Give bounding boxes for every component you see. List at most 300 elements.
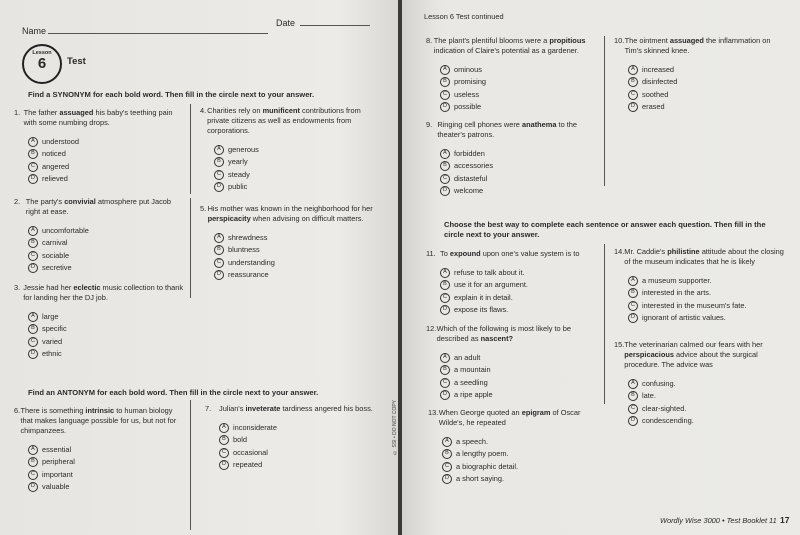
question-14 bbox=[614, 247, 790, 323]
vocabulary-word: assuaged bbox=[669, 36, 704, 45]
answer-option[interactable] bbox=[426, 149, 598, 159]
answer-option[interactable] bbox=[14, 457, 186, 467]
question-12 bbox=[426, 324, 598, 400]
question-text bbox=[625, 36, 786, 56]
answer-option-label: secretive bbox=[42, 263, 72, 272]
question-text-post: advice about the surgical procedure. The advice was bbox=[624, 350, 758, 369]
answer-bubble[interactable]: D bbox=[28, 174, 38, 184]
answer-option-label: yearly bbox=[228, 157, 248, 166]
answer-option-label: a speech. bbox=[456, 436, 489, 446]
question-number: 12. bbox=[426, 324, 437, 333]
answer-bubble[interactable]: D bbox=[28, 349, 38, 359]
answer-option[interactable] bbox=[14, 445, 186, 455]
answer-option-label: bold bbox=[233, 435, 247, 444]
answer-option-label: public bbox=[228, 182, 248, 191]
answer-option-label: varied bbox=[42, 336, 63, 346]
answer-option[interactable] bbox=[14, 324, 186, 334]
answer-option-label: generous bbox=[228, 144, 259, 154]
question-text-pre: The ointment bbox=[624, 36, 670, 45]
answer-bubble[interactable]: A bbox=[28, 137, 38, 147]
answer-option[interactable] bbox=[14, 263, 186, 273]
answer-option[interactable] bbox=[614, 379, 790, 389]
question-number: 6. bbox=[14, 406, 21, 415]
name-label: Name bbox=[22, 26, 47, 36]
answer-bubble[interactable]: A bbox=[440, 353, 450, 363]
lesson-label: Lesson bbox=[32, 50, 52, 56]
answer-option-label: uncomfortable bbox=[42, 225, 89, 235]
question-2 bbox=[14, 197, 186, 273]
answer-option-label: accessories bbox=[454, 161, 494, 170]
question-text bbox=[439, 408, 600, 428]
question-number: 4. bbox=[200, 106, 207, 115]
question-stem bbox=[614, 36, 786, 56]
question-number: 2. bbox=[14, 197, 21, 206]
answer-option-label: angered bbox=[42, 161, 70, 171]
answer-bubble[interactable]: D bbox=[440, 305, 450, 315]
vocabulary-word: perspicacity bbox=[207, 214, 251, 223]
answer-bubble[interactable]: A bbox=[28, 226, 38, 236]
question-4 bbox=[200, 106, 382, 192]
answer-option-label: soothed bbox=[642, 89, 669, 99]
answer-bubble[interactable]: A bbox=[440, 268, 450, 278]
vocabulary-word: eclectic bbox=[73, 283, 101, 292]
question-text-pre: Charities rely on bbox=[207, 106, 263, 115]
answer-bubble[interactable]: D bbox=[28, 482, 38, 492]
answer-option-label: use it for an argument. bbox=[454, 280, 528, 289]
answer-option[interactable] bbox=[200, 233, 382, 243]
column-divider bbox=[604, 36, 605, 186]
question-1 bbox=[14, 108, 186, 184]
answer-option-label: disinfected bbox=[642, 77, 678, 86]
question-stem bbox=[200, 106, 382, 136]
question-9 bbox=[426, 120, 598, 196]
answer-bubble[interactable]: D bbox=[628, 313, 638, 323]
question-text bbox=[23, 283, 186, 303]
answer-option-label: a biographic detail. bbox=[456, 461, 519, 471]
question-text bbox=[24, 108, 186, 128]
question-15 bbox=[614, 340, 790, 426]
answer-option[interactable] bbox=[200, 245, 382, 255]
answer-bubble[interactable]: A bbox=[28, 445, 38, 455]
question-text-post: upon one's value system is to bbox=[480, 249, 580, 258]
answer-option[interactable] bbox=[426, 102, 598, 112]
question-10 bbox=[614, 36, 786, 112]
answer-bubble[interactable]: C bbox=[28, 251, 38, 261]
answer-option[interactable] bbox=[426, 174, 598, 184]
vocabulary-word: inveterate bbox=[245, 404, 281, 413]
synonym-instructions: Find a SYNONYM for each bold word. Then fill in the circle next to your answer. bbox=[28, 90, 315, 99]
answer-option-label: large bbox=[42, 311, 59, 321]
question-stem bbox=[426, 249, 598, 259]
answer-option[interactable] bbox=[428, 437, 600, 447]
answer-option-label: noticed bbox=[42, 149, 66, 158]
question-number: 13. bbox=[428, 408, 439, 417]
question-text-post: attitude about the closing of the museum indicates that he is likely bbox=[624, 247, 784, 266]
question-number: 10. bbox=[614, 36, 625, 45]
question-11 bbox=[426, 249, 598, 315]
question-7 bbox=[205, 404, 385, 470]
answer-option-label: ethnic bbox=[42, 349, 62, 358]
answer-bubble[interactable]: B bbox=[219, 435, 229, 445]
answer-bubble[interactable]: B bbox=[28, 324, 38, 334]
answer-option-label: understood bbox=[42, 136, 79, 146]
question-stem bbox=[200, 204, 382, 224]
answer-option-label: condescending. bbox=[642, 416, 694, 425]
answer-bubble[interactable]: B bbox=[28, 149, 38, 159]
question-stem bbox=[426, 120, 598, 140]
column-divider bbox=[190, 104, 191, 194]
vocabulary-word: perspicacious bbox=[624, 350, 674, 359]
answer-bubble[interactable]: B bbox=[628, 77, 638, 87]
page-number: 17 bbox=[780, 515, 790, 525]
antonym-instructions: Find an ANTONYM for each bold word. Then fill in the circle next to your answer. bbox=[28, 388, 319, 397]
answer-bubble[interactable]: C bbox=[28, 162, 38, 172]
answer-option[interactable] bbox=[200, 145, 382, 155]
answer-option-label: late. bbox=[642, 391, 656, 400]
answer-bubble[interactable]: B bbox=[214, 245, 224, 255]
answer-bubble[interactable]: A bbox=[214, 233, 224, 243]
question-stem bbox=[14, 406, 186, 436]
answer-option[interactable] bbox=[428, 474, 600, 484]
question-text-pre: Mr. Caddie's bbox=[624, 247, 668, 256]
vocabulary-word: convivial bbox=[64, 197, 96, 206]
question-text-pre: His mother was known in the neighborhood for her bbox=[207, 204, 373, 213]
answer-option-label: ominous bbox=[454, 64, 482, 74]
answer-option[interactable] bbox=[14, 349, 186, 359]
question-text-pre: The veterinarian calmed our fears with her bbox=[624, 340, 763, 349]
answer-option-label: repeated bbox=[233, 460, 263, 469]
question-13 bbox=[428, 408, 600, 484]
answer-option[interactable] bbox=[426, 378, 598, 388]
question-text-pre: There is something bbox=[20, 406, 86, 415]
answer-option-label: specific bbox=[42, 324, 67, 333]
answer-option-label: an adult bbox=[454, 352, 481, 362]
answer-option-label: a museum supporter. bbox=[642, 275, 712, 285]
answer-option-label: carnival bbox=[42, 238, 68, 247]
answer-bubble[interactable]: D bbox=[214, 270, 224, 280]
answer-option[interactable] bbox=[426, 390, 598, 400]
question-number: 7. bbox=[205, 404, 212, 413]
answer-option-label: bluntness bbox=[228, 245, 260, 254]
answer-bubble[interactable]: D bbox=[440, 390, 450, 400]
footer-text: Wordly Wise 3000 • Test Booklet 11 bbox=[660, 516, 777, 525]
question-text-pre: To bbox=[440, 249, 450, 258]
answer-option-label: relieved bbox=[42, 174, 68, 183]
question-text-pre: The plant's plentiful blooms were a bbox=[433, 36, 550, 45]
answer-option[interactable] bbox=[14, 162, 186, 172]
answer-bubble[interactable]: A bbox=[628, 65, 638, 75]
answer-option-label: valuable bbox=[42, 482, 70, 491]
question-text bbox=[624, 340, 790, 370]
answer-option[interactable] bbox=[14, 226, 186, 236]
question-stem bbox=[14, 108, 186, 128]
question-number: 14. bbox=[614, 247, 625, 256]
answer-option[interactable] bbox=[14, 312, 186, 322]
vocabulary-word: philistine bbox=[667, 247, 700, 256]
answer-option-label: understanding bbox=[228, 257, 275, 267]
answer-option-label: distasteful bbox=[454, 173, 488, 183]
vocabulary-word: epigram bbox=[521, 408, 551, 417]
answer-option-label: erased bbox=[642, 102, 665, 111]
answer-option-label: interested in the museum's fate. bbox=[642, 300, 747, 310]
answer-option-label: ignorant of artistic values. bbox=[642, 313, 726, 322]
question-text bbox=[434, 36, 598, 56]
answer-bubble[interactable]: D bbox=[628, 102, 638, 112]
answer-option-label: welcome bbox=[454, 186, 484, 195]
answer-option-label: sociable bbox=[42, 250, 70, 260]
answer-option-label: a lengthy poem. bbox=[456, 449, 509, 458]
question-text-post: of Oscar Wilde's, he repeated bbox=[438, 408, 581, 427]
answer-option[interactable] bbox=[614, 77, 786, 87]
answer-bubble[interactable]: A bbox=[219, 423, 229, 433]
question-text-post: contributions from private citizens as well as endowments from corporations. bbox=[207, 106, 361, 135]
answer-option[interactable] bbox=[426, 65, 598, 75]
vocabulary-word: propitious bbox=[549, 36, 586, 45]
date-line[interactable] bbox=[300, 25, 370, 26]
answer-bubble[interactable]: C bbox=[628, 301, 638, 311]
question-text-post: tardiness angered his boss. bbox=[280, 404, 373, 413]
vocabulary-word: munificent bbox=[262, 106, 300, 115]
answer-option-label: refuse to talk about it. bbox=[454, 267, 525, 277]
answer-option[interactable] bbox=[428, 462, 600, 472]
answer-option[interactable] bbox=[205, 435, 385, 445]
question-text-post: when advising on difficult matters. bbox=[250, 214, 364, 223]
answer-option[interactable] bbox=[426, 280, 598, 290]
answer-bubble[interactable]: C bbox=[214, 170, 224, 180]
question-stem bbox=[205, 404, 385, 414]
right-page bbox=[402, 0, 800, 535]
question-number: 15. bbox=[614, 340, 625, 349]
column-divider bbox=[190, 400, 191, 530]
answer-option-label: clear-sighted. bbox=[642, 403, 687, 413]
answer-option[interactable] bbox=[14, 137, 186, 147]
question-stem bbox=[14, 283, 186, 303]
question-text bbox=[440, 249, 579, 259]
answer-bubble[interactable]: B bbox=[28, 238, 38, 248]
answer-bubble[interactable]: B bbox=[28, 457, 38, 467]
answer-bubble[interactable]: C bbox=[219, 448, 229, 458]
answer-option[interactable] bbox=[614, 313, 790, 323]
answer-bubble[interactable]: A bbox=[628, 276, 638, 286]
answer-option-label: confusing. bbox=[642, 378, 676, 388]
answer-option-label: essential bbox=[42, 444, 72, 454]
lesson-badge bbox=[22, 44, 62, 84]
answer-option[interactable] bbox=[426, 353, 598, 363]
answer-option[interactable] bbox=[200, 170, 382, 180]
answer-option-label: increased bbox=[642, 64, 675, 74]
answer-option[interactable] bbox=[205, 460, 385, 470]
answer-option[interactable] bbox=[205, 423, 385, 433]
answer-bubble[interactable]: A bbox=[440, 149, 450, 159]
answer-bubble[interactable]: C bbox=[28, 470, 38, 480]
question-number: 11. bbox=[426, 249, 436, 258]
answer-option-label: interested in the arts. bbox=[642, 288, 712, 297]
answer-option-label: inconsiderate bbox=[233, 422, 277, 432]
question-text-pre: Jessie had her bbox=[23, 283, 74, 292]
question-text-post: his baby's teething pain with some numbing drops. bbox=[23, 108, 173, 127]
answer-option[interactable] bbox=[14, 337, 186, 347]
question-text bbox=[207, 106, 382, 136]
answer-option[interactable] bbox=[426, 365, 598, 375]
question-text bbox=[437, 120, 598, 140]
answer-bubble[interactable]: D bbox=[440, 102, 450, 112]
answer-bubble[interactable]: B bbox=[442, 449, 452, 459]
answer-bubble[interactable]: D bbox=[440, 186, 450, 196]
question-text-pre: When George quoted an bbox=[438, 408, 522, 417]
answer-bubble[interactable]: C bbox=[440, 174, 450, 184]
answer-option[interactable] bbox=[426, 161, 598, 171]
answer-bubble[interactable]: B bbox=[440, 280, 450, 290]
question-text-post: to the theater's patrons. bbox=[437, 120, 578, 139]
answer-option[interactable] bbox=[14, 482, 186, 492]
answer-option[interactable] bbox=[200, 182, 382, 192]
question-text bbox=[437, 324, 598, 344]
date-label: Date bbox=[276, 18, 296, 28]
answer-option-label: peripheral bbox=[42, 457, 75, 466]
answer-option[interactable] bbox=[614, 102, 786, 112]
question-stem bbox=[426, 324, 598, 344]
answer-bubble[interactable]: A bbox=[442, 437, 452, 447]
question-text-post: the inflammation on Tim's skinned knee. bbox=[624, 36, 771, 55]
answer-option[interactable] bbox=[426, 77, 598, 87]
answer-bubble[interactable]: B bbox=[440, 77, 450, 87]
answer-option-label: a ripe apple bbox=[454, 390, 493, 399]
question-text-pre: Ringing cell phones were bbox=[437, 120, 522, 129]
question-text bbox=[20, 406, 186, 436]
question-text bbox=[624, 247, 790, 267]
answer-bubble[interactable]: C bbox=[440, 293, 450, 303]
column-divider bbox=[604, 244, 605, 404]
answer-option-label: expose its flaws. bbox=[454, 305, 509, 314]
vocabulary-word: expound bbox=[449, 249, 481, 258]
answer-option[interactable] bbox=[426, 186, 598, 196]
question-8 bbox=[426, 36, 598, 112]
answer-option[interactable] bbox=[200, 157, 382, 167]
continued-header: Lesson 6 Test continued bbox=[424, 12, 504, 21]
question-6 bbox=[14, 406, 186, 492]
answer-bubble[interactable]: B bbox=[440, 161, 450, 171]
question-text-pre: Which of the following is most likely to be described as bbox=[436, 324, 571, 343]
answer-option-label: a short saying. bbox=[456, 474, 505, 483]
question-stem bbox=[614, 247, 790, 267]
answer-option[interactable] bbox=[205, 448, 385, 458]
answer-option[interactable] bbox=[614, 301, 790, 311]
answer-option-label: reassurance bbox=[228, 270, 269, 279]
question-text-pre: The father bbox=[23, 108, 60, 117]
answer-bubble[interactable]: D bbox=[219, 460, 229, 470]
question-text-pre: The party's bbox=[25, 197, 65, 206]
answer-bubble[interactable]: C bbox=[214, 258, 224, 268]
answer-option[interactable] bbox=[14, 174, 186, 184]
answer-option[interactable] bbox=[14, 238, 186, 248]
answer-bubble[interactable]: A bbox=[28, 312, 38, 322]
answer-option[interactable] bbox=[426, 293, 598, 303]
sentence-instructions: Choose the best way to complete each sentence or answer each question. Then fill in the circle next to your answer. bbox=[444, 220, 766, 239]
answer-option[interactable] bbox=[614, 288, 790, 298]
question-3 bbox=[14, 283, 186, 359]
answer-bubble[interactable]: C bbox=[28, 337, 38, 347]
question-text bbox=[26, 197, 186, 217]
answer-option[interactable] bbox=[426, 90, 598, 100]
answer-bubble[interactable]: C bbox=[442, 462, 452, 472]
vocabulary-word: intrinsic bbox=[85, 406, 115, 415]
answer-option[interactable] bbox=[426, 268, 598, 278]
answer-option[interactable] bbox=[614, 416, 790, 426]
question-text-post: atmosphere put Jacob right at ease. bbox=[25, 197, 172, 216]
answer-option-label: promising bbox=[454, 77, 487, 86]
question-stem bbox=[614, 340, 790, 370]
answer-bubble[interactable]: A bbox=[628, 379, 638, 389]
left-page bbox=[0, 0, 398, 535]
answer-option-label: possible bbox=[454, 102, 482, 111]
answer-option-label: a seedling bbox=[454, 377, 488, 387]
lesson-number: 6 bbox=[37, 55, 47, 72]
name-line[interactable] bbox=[48, 33, 268, 34]
answer-option-label: explain it in detail. bbox=[454, 292, 513, 302]
question-stem bbox=[426, 36, 598, 56]
answer-bubble[interactable]: B bbox=[214, 157, 224, 167]
answer-option-label: steady bbox=[228, 169, 250, 179]
vocabulary-word: assuaged bbox=[59, 108, 94, 117]
answer-option[interactable] bbox=[614, 404, 790, 414]
answer-bubble[interactable]: B bbox=[440, 365, 450, 375]
answer-bubble[interactable]: D bbox=[442, 474, 452, 484]
answer-bubble[interactable]: C bbox=[440, 378, 450, 388]
column-divider bbox=[190, 198, 191, 298]
answer-bubble[interactable]: C bbox=[628, 90, 638, 100]
answer-option[interactable] bbox=[614, 391, 790, 401]
answer-bubble[interactable]: A bbox=[214, 145, 224, 155]
answer-option[interactable] bbox=[14, 470, 186, 480]
answer-option[interactable] bbox=[200, 258, 382, 268]
answer-option[interactable] bbox=[14, 251, 186, 261]
question-text-pre: Julian's bbox=[219, 404, 246, 413]
answer-bubble[interactable]: B bbox=[628, 391, 638, 401]
answer-bubble[interactable]: D bbox=[28, 263, 38, 273]
answer-option[interactable] bbox=[426, 305, 598, 315]
answer-bubble[interactable]: A bbox=[440, 65, 450, 75]
answer-option-label: forbidden bbox=[454, 148, 485, 158]
answer-option[interactable] bbox=[614, 90, 786, 100]
question-number: 8. bbox=[426, 36, 433, 45]
answer-bubble[interactable]: C bbox=[440, 90, 450, 100]
answer-bubble[interactable]: B bbox=[628, 288, 638, 298]
question-stem bbox=[14, 197, 186, 217]
question-5 bbox=[200, 204, 382, 280]
question-number: 3. bbox=[14, 283, 21, 292]
answer-option[interactable] bbox=[428, 449, 600, 459]
answer-bubble[interactable]: C bbox=[628, 404, 638, 414]
answer-bubble[interactable]: D bbox=[628, 416, 638, 426]
answer-option[interactable] bbox=[614, 276, 790, 286]
question-text-post: music collection to thank for landing her the DJ job. bbox=[23, 283, 184, 302]
vocabulary-word: nascent? bbox=[480, 334, 514, 343]
question-text bbox=[208, 204, 382, 224]
answer-bubble[interactable]: D bbox=[214, 182, 224, 192]
answer-option-label: shrewdness bbox=[228, 232, 268, 242]
question-text-post: to human biology that makes language possible for us, but not for chimpanzees. bbox=[20, 406, 177, 435]
answer-option-label: occasional bbox=[233, 447, 268, 457]
question-text bbox=[219, 404, 373, 414]
answer-option[interactable] bbox=[14, 149, 186, 159]
answer-option[interactable] bbox=[614, 65, 786, 75]
test-title: Test bbox=[67, 56, 86, 67]
copyright-notice: © SSI • DO NOT COPY bbox=[392, 400, 398, 455]
vocabulary-word: anathema bbox=[521, 120, 557, 129]
answer-option-label: a mountain bbox=[454, 365, 491, 374]
answer-option[interactable] bbox=[200, 270, 382, 280]
question-stem bbox=[428, 408, 600, 428]
